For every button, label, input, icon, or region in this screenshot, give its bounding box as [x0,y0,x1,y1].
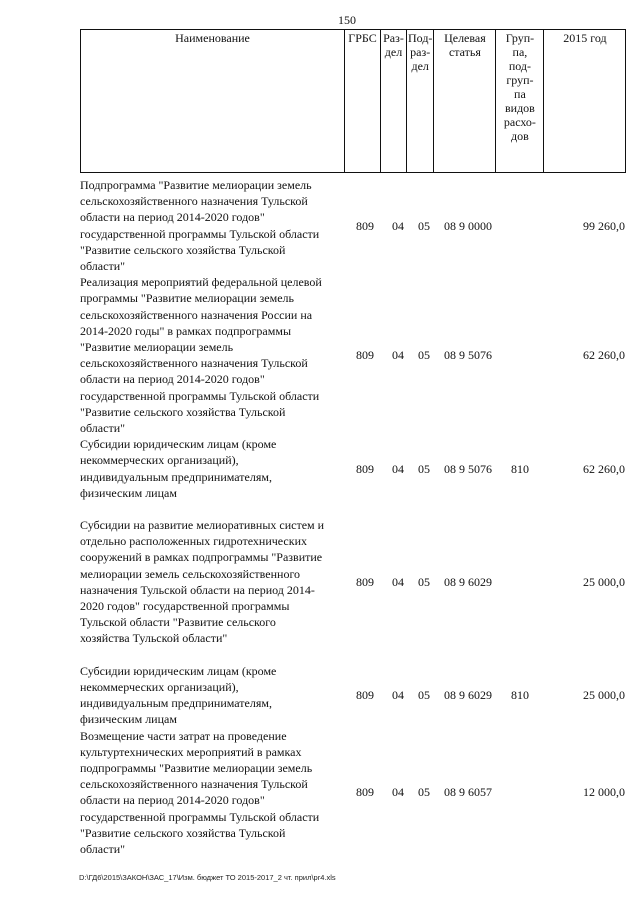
amount-cell: 62 260,0 [583,348,625,363]
row-name-line: индивидуальным предпринимателям, [80,469,272,484]
target-cell: 08 9 6029 [444,687,492,702]
row-name-line: физическим лицам [80,485,177,500]
header-line: ГРБС [348,31,377,45]
row-name-line: области на период 2014-2020 годов" [80,210,265,225]
amount-cell: 12 000,0 [583,785,625,800]
row-name-line: физическим лицам [80,712,177,727]
row-name-line: Субсидии юридическим лицам (кроме [80,663,277,678]
row-name [80,663,350,728]
header-line: Груп- [505,31,535,45]
target-cell: 08 9 5076 [444,348,492,363]
podrazdel-cell: 05 [418,218,430,233]
razdel-cell: 04 [392,218,404,233]
podrazdel-cell: 05 [418,785,430,800]
amount-cell: 25 000,0 [583,687,625,702]
row-name-line: государственной программы Тульской области [80,226,320,241]
header-group-lines [497,31,542,143]
razdel-cell: 04 [392,785,404,800]
podrazdel-cell: 05 [418,348,430,363]
table-row [80,663,625,728]
header-line: груп- [506,73,534,87]
header-line: Целевая [444,31,486,45]
grbs-cell: 809 [356,218,374,233]
table-header [80,29,626,173]
row-name-line: государственной программы Тульской области [80,809,320,824]
table-row [80,517,625,647]
group-cell: 810 [511,687,529,702]
header-grbs-lines [346,31,379,45]
group-cell: 810 [511,461,529,476]
row-name-line: подпрограммы "Развитие мелиорации земель [80,760,313,775]
row-name-line: отдельно расположенных гидротехнических [80,534,307,549]
header-target [434,30,496,173]
row-name-line: сооружений в рамках подпрограммы "Развитие [80,550,323,565]
row-name-line: некоммерческих организаций), [80,679,239,694]
table-row [80,274,625,436]
page-number: 150 [338,13,356,27]
row-name-line: 2014-2020 годы" в рамках подпрограммы [80,323,292,338]
header-line: дов [511,129,529,143]
header-year-lines [545,31,624,45]
row-name-line: "Развитие сельского хозяйства Тульской [80,404,286,419]
row-name-line: области" [80,421,126,436]
header-line: па, [512,45,528,59]
header-line: Под- [408,31,433,45]
grbs-cell: 809 [356,785,374,800]
grbs-cell: 809 [356,348,374,363]
header-line: расхо- [503,115,536,129]
row-name-line: Тульской области "Развитие сельского [80,615,276,630]
row-name-line: области на период 2014-2020 годов" [80,372,265,387]
row-name-line: "Развитие мелиорации земель [80,340,234,355]
target-cell: 08 9 5076 [444,461,492,476]
row-name-line: Субсидии юридическим лицам (кроме [80,437,277,452]
row-name-line: программы "Развитие мелиорации земель [80,291,295,306]
amount-cell: 62 260,0 [583,461,625,476]
row-name [80,436,350,501]
header-line: видов [504,101,535,115]
table-body [80,177,625,857]
target-cell: 08 9 0000 [444,218,492,233]
row-name-line: Субсидии на развитие мелиоративных систем и [80,518,325,533]
row-name-line: 2020 годов" государственной программы [80,599,290,614]
amount-cell: 99 260,0 [583,218,625,233]
header-line: Раз- [383,31,404,45]
row-name-line: сельскохозяйственного назначения России на [80,307,313,322]
target-cell: 08 9 6029 [444,574,492,589]
row-name [80,728,350,858]
row-name-line: сельскохозяйственного назначения Тульской [80,194,308,209]
footer-file-path: D:\ГД6\2015\ЗАКОН\ЗАС_17\Изм. бюджет ТО 2015-2017_2 чт. прил\pr4.xls [79,873,336,882]
razdel-cell: 04 [392,687,404,702]
header-name [81,30,345,173]
header-razdel-lines [382,31,405,59]
row-name-line: государственной программы Тульской области [80,388,320,403]
row-name-line: "Развитие сельского хозяйства Тульской [80,242,286,257]
header-line: Наименование [175,31,250,45]
header-line: под- [508,59,532,73]
row-name [80,274,350,436]
row-name [80,177,350,274]
header-grbs [345,30,381,173]
podrazdel-cell: 05 [418,461,430,476]
header-podrazdel [407,30,434,173]
row-name-line: назначения Тульской области на период 2014- [80,582,315,597]
header-line: 2015 год [563,31,607,45]
row-name-line: области на период 2014-2020 годов" [80,793,265,808]
razdel-cell: 04 [392,348,404,363]
razdel-cell: 04 [392,574,404,589]
header-line: раз- [410,45,431,59]
grbs-cell: 809 [356,461,374,476]
row-name-line: сельскохозяйственного назначения Тульской [80,356,308,371]
table-row [80,728,625,858]
row-name-line: "Развитие сельского хозяйства Тульской [80,825,286,840]
header-razdel [381,30,407,173]
row-name-line: сельскохозяйственного назначения Тульской [80,777,308,792]
row-name-line: Реализация мероприятий федеральной целевой [80,275,322,290]
table-row [80,177,625,274]
row-name-line: культуртехнических мероприятий в рамках [80,744,302,759]
header-target-lines [435,31,494,59]
grbs-cell: 809 [356,687,374,702]
header-line: статья [448,45,481,59]
header-line: дел [411,59,429,73]
header-year [544,30,626,173]
header-line: па [514,87,526,101]
row-name-line: области" [80,841,126,856]
row-name-line: индивидуальным предпринимателям, [80,696,272,711]
row-name-line: Подпрограмма "Развитие мелиорации земель [80,178,312,192]
amount-cell: 25 000,0 [583,574,625,589]
row-name [80,517,350,647]
grbs-cell: 809 [356,574,374,589]
razdel-cell: 04 [392,461,404,476]
header-podrazdel-lines [408,31,432,73]
podrazdel-cell: 05 [418,574,430,589]
podrazdel-cell: 05 [418,687,430,702]
row-name-line: Возмещение части затрат на проведение [80,728,287,743]
row-name-line: мелиорации земель сельскохозяйственного [80,566,301,581]
header-name-lines [82,31,343,45]
table-row [80,436,625,501]
row-name-line: области" [80,259,126,274]
target-cell: 08 9 6057 [444,785,492,800]
header-group [496,30,544,173]
row-name-line: хозяйства Тульской области" [80,631,228,646]
header-line: дел [384,45,403,59]
row-name-line: некоммерческих организаций), [80,453,239,468]
